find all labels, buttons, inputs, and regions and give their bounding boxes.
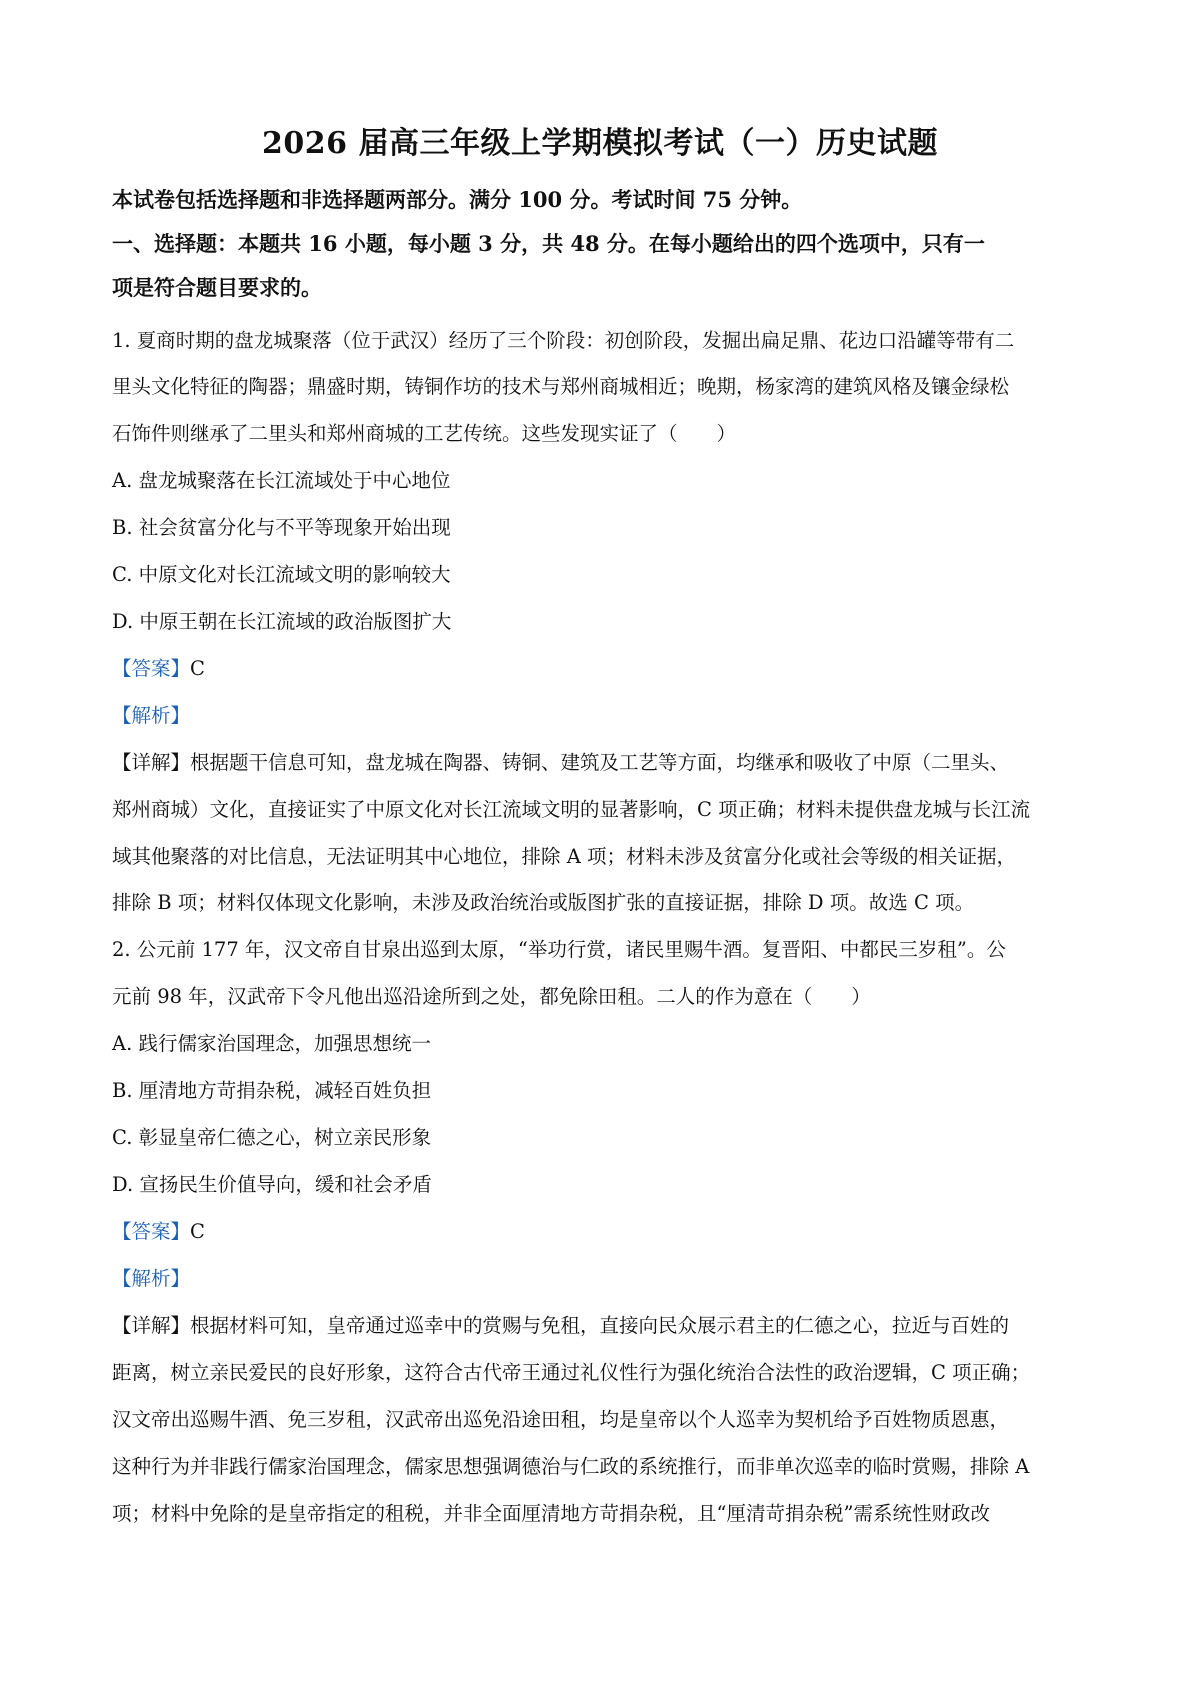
exam-intro: 本试卷包括选择题和非选择题两部分。满分 100 分。考试时间 75 分钟。 <box>112 187 803 212</box>
q1-detail-line-1 <box>112 748 1092 778</box>
analysis-label: 【解析】 <box>112 1267 191 1290</box>
analysis-label: 【解析】 <box>112 704 191 727</box>
q2-answer-value: C <box>190 1220 205 1243</box>
q1-detail-text-1: 根据题干信息可知，盘龙城在陶器、铸铜、建筑及工艺等方面，均继承和吸收了中原（二里头、 <box>190 751 1010 774</box>
q1-option-c: C. 中原文化对长江流域文明的影响较大 <box>112 563 451 586</box>
q2-answer <box>112 1217 1092 1247</box>
q2-detail-line-5: 项；材料中免除的是皇帝指定的租税，并非全面厘清地方苛捐杂税，且“厘清苛捐杂税”需系统性财政改 <box>112 1502 990 1525</box>
answer-label: 【答案】 <box>112 657 191 680</box>
q2-option-a: A. 践行儒家治国理念，加强思想统一 <box>112 1032 431 1055</box>
q2-stem-line-1: 2. 公元前 177 年，汉文帝自甘泉出巡到太原，“举功行赏，诸民里赐牛酒。复晋阳、中都民三岁租”。公 <box>112 938 1006 961</box>
q1-answer-value: C <box>190 657 205 680</box>
detail-label: 【详解】 <box>112 751 191 774</box>
section-heading-line-2: 项是符合题目要求的。 <box>112 275 322 300</box>
q1-option-a: A. 盘龙城聚落在长江流域处于中心地位 <box>112 469 451 492</box>
section-heading-line-1: 一、选择题：本题共 16 小题，每小题 3 分，共 48 分。在每小题给出的四个选项中，只有一 <box>112 231 985 256</box>
q1-analysis <box>112 701 1092 731</box>
q2-detail-text-1: 根据材料可知，皇帝通过巡幸中的赏赐与免租，直接向民众展示君主的仁德之心，拉近与百姓的 <box>190 1314 1010 1337</box>
q2-detail-line-2: 距离，树立亲民爱民的良好形象，这符合古代帝王通过礼仪性行为强化统治合法性的政治逻辑，C 项正确； <box>112 1361 1031 1384</box>
q1-stem-line-2: 里头文化特征的陶器；鼎盛时期，铸铜作坊的技术与郑州商城相近；晚期，杨家湾的建筑风格及镶金绿松 <box>112 375 1010 398</box>
q1-stem-line-1: 1. 夏商时期的盘龙城聚落（位于武汉）经历了三个阶段：初创阶段，发掘出扁足鼎、花边口沿罐等带有二 <box>112 329 1015 352</box>
q1-option-b: B. 社会贫富分化与不平等现象开始出现 <box>112 516 451 539</box>
page-title: 2026 届高三年级上学期模拟考试（一）历史试题 <box>262 126 938 161</box>
answer-label: 【答案】 <box>112 1220 191 1243</box>
q1-stem-line-3: 石饰件则继承了二里头和郑州商城的工艺传统。这些发现实证了（ ） <box>112 422 737 445</box>
q2-analysis <box>112 1264 1092 1294</box>
q1-answer <box>112 654 1092 684</box>
q2-detail-line-4: 这种行为并非践行儒家治国理念，儒家思想强调德治与仁政的系统推行，而非单次巡幸的临时赏赐，排除 A <box>112 1455 1030 1478</box>
q2-option-b: B. 厘清地方苛捐杂税，减轻百姓负担 <box>112 1079 432 1102</box>
q1-detail-line-4: 排除 B 项；材料仅体现文化影响，未涉及政治统治或版图扩张的直接证据，排除 D 项。故选 C 项。 <box>112 891 975 914</box>
q2-detail-line-1 <box>112 1311 1092 1341</box>
detail-label: 【详解】 <box>112 1314 191 1337</box>
q2-option-c: C. 彰显皇帝仁德之心，树立亲民形象 <box>112 1126 432 1149</box>
q2-detail-line-3: 汉文帝出巡赐牛酒、免三岁租，汉武帝出巡免沿途田租，均是皇帝以个人巡幸为契机给予百姓物质恩惠， <box>112 1408 1010 1431</box>
q2-option-d: D. 宣扬民生价值导向，缓和社会矛盾 <box>112 1173 432 1196</box>
q1-detail-line-2: 郑州商城）文化，直接证实了中原文化对长江流域文明的显著影响，C 项正确；材料未提供盘龙城与长江流 <box>112 798 1031 821</box>
q1-detail-line-3: 域其他聚落的对比信息，无法证明其中心地位，排除 A 项；材料未涉及贫富分化或社会等级的相关证据， <box>112 845 1016 868</box>
q2-stem-line-2: 元前 98 年，汉武帝下令凡他出巡沿途所到之处，都免除田租。二人的作为意在（ ） <box>112 985 871 1008</box>
q1-option-d: D. 中原王朝在长江流域的政治版图扩大 <box>112 610 452 633</box>
